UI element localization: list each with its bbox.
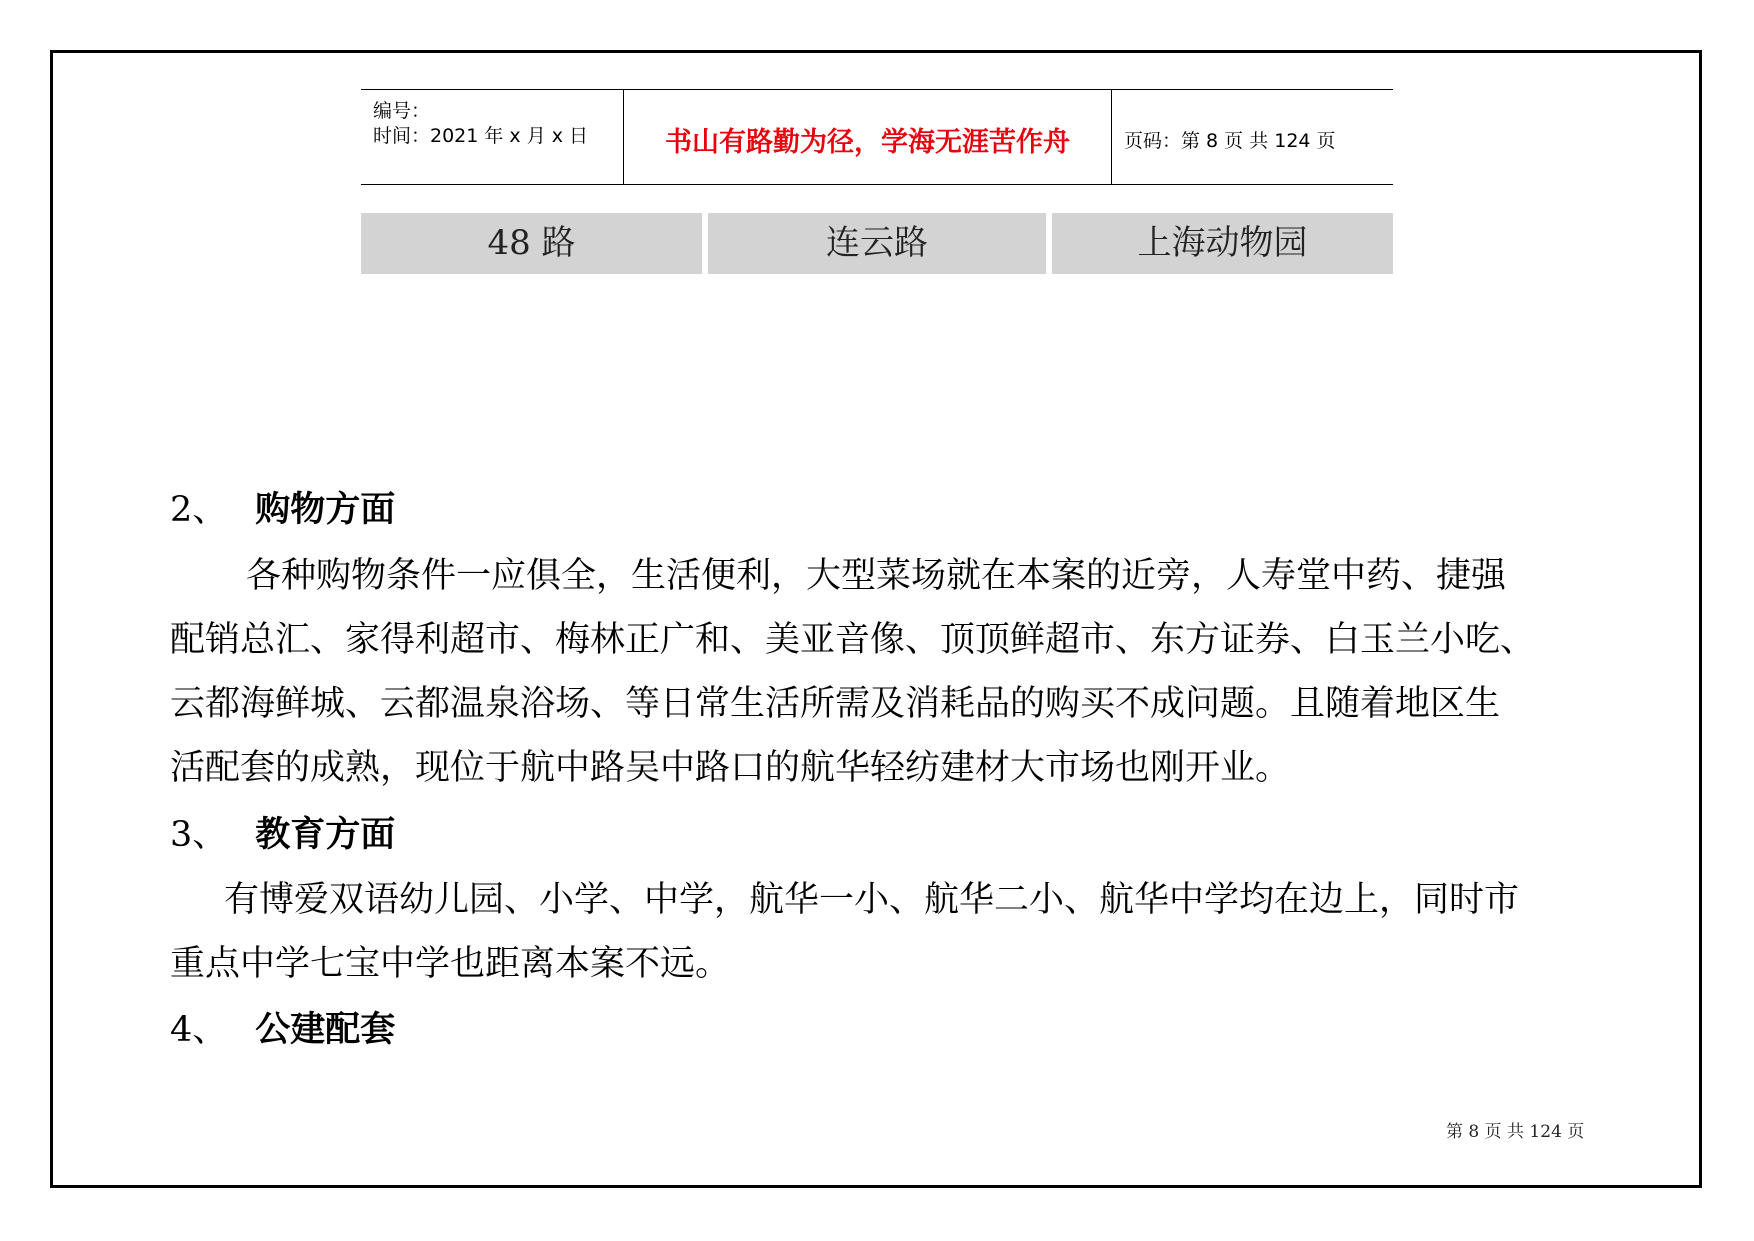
header-page-cell [1112,90,1393,184]
shopping-line-4: 活配套的成熟，现位于航中路吴中路口的航华轻纺建材大市场也刚开业。 [170,748,1291,788]
shopping-line-2: 配销总汇、家得利超市、梅林正广和、美亚音像、顶顶鲜超市、东方证券、白玉兰小吃、 [170,620,1536,660]
header-meta-cell [361,90,624,184]
section-heading-shopping [170,482,395,532]
section-number: 4、 [170,1010,228,1050]
education-line-1: 有博爱双语幼儿园、小学、中学，航华一小、航华二小、航华中学均在边上，同时市 [224,880,1520,920]
route-cell-stop: 连云路 [708,213,1046,274]
doc-number-label: 编号： [373,100,431,122]
document-header [361,89,1393,185]
doc-time-label: 时间：2021 年 x 月 x 日 [373,125,589,147]
motto-text: 书山有路勤为径，学海无涯苦作舟 [665,127,1070,158]
shopping-line-1: 各种购物条件一应俱全，生活便利，大型菜场就在本案的近旁，人寿堂中药、捷强 [246,556,1507,596]
header-motto-cell [624,90,1112,184]
section-number: 2、 [170,490,228,530]
section-title: 购物方面 [255,489,396,530]
section-title: 教育方面 [255,814,396,855]
page-info: 页码：第 8 页 共 124 页 [1124,130,1336,152]
section-heading-education [170,807,395,857]
route-cell-destination: 上海动物园 [1052,213,1393,274]
education-line-2: 重点中学七宝中学也距离本案不远。 [170,944,731,984]
section-number: 3、 [170,815,228,855]
section-title: 公建配套 [255,1009,396,1050]
route-cell-line: 48 路 [361,213,702,274]
shopping-line-3: 云都海鲜城、云都温泉浴场、等日常生活所需及消耗品的购买不成问题。且随着地区生 [170,684,1501,724]
footer-page-number: 第 8 页 共 124 页 [1446,1122,1585,1142]
section-heading-public-facilities [170,1002,395,1052]
